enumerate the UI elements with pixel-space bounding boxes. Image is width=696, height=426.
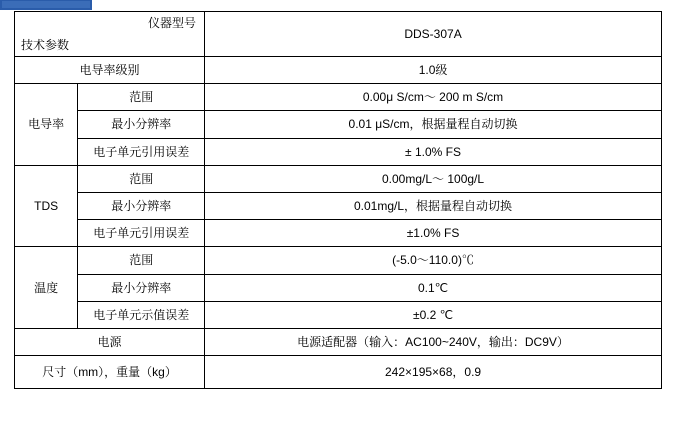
item-name-conductivity-resolution: 最小分辨率 [78, 111, 205, 138]
table-row [15, 138, 662, 165]
item-name-tds-error: 电子单元引用误差 [78, 220, 205, 247]
row-label-dimensions-weight: 尺寸（mm），重量（kg） [15, 356, 205, 389]
item-name-temperature-range: 范围 [78, 247, 205, 274]
table-row [15, 165, 662, 192]
row-value-dimensions-weight: 242×195×68，0.9 [205, 356, 662, 389]
item-name-conductivity-error: 电子单元引用误差 [78, 138, 205, 165]
table-row [15, 220, 662, 247]
specification-table [14, 11, 662, 389]
row-value-conductivity-level: 1.0级 [205, 57, 662, 84]
table-row [15, 247, 662, 274]
top-blue-banner [0, 0, 92, 10]
group-label-tds: TDS [15, 165, 78, 247]
item-value-temperature-resolution: 0.1℃ [205, 274, 662, 301]
table-row [15, 356, 662, 389]
item-value-conductivity-range: 0.00μ S/cm～ 200 m S/cm [205, 84, 662, 111]
param-label: 技术参数 [21, 37, 70, 52]
item-value-conductivity-resolution: 0.01 μS/cm，根据量程自动切换 [205, 111, 662, 138]
group-label-temperature: 温度 [15, 247, 78, 329]
item-value-tds-error: ±1.0% FS [205, 220, 662, 247]
table-row [15, 84, 662, 111]
top-blue-banner-inner [2, 1, 90, 8]
table-row [15, 57, 662, 84]
row-label-conductivity-level: 电导率级别 [15, 57, 205, 84]
item-name-tds-range: 范围 [78, 165, 205, 192]
table-row [15, 192, 662, 219]
group-label-conductivity: 电导率 [15, 84, 78, 166]
model-label: 仪器型号 [148, 16, 197, 30]
table-row [15, 274, 662, 301]
item-name-temperature-error: 电子单元示值误差 [78, 301, 205, 328]
row-label-power: 电源 [15, 328, 205, 355]
item-value-conductivity-error: ± 1.0% FS [205, 138, 662, 165]
item-value-tds-range: 0.00mg/L～ 100g/L [205, 165, 662, 192]
table-header-row [15, 12, 662, 57]
item-value-tds-resolution: 0.01mg/L，根据量程自动切换 [205, 192, 662, 219]
item-value-temperature-error: ±0.2 ℃ [205, 301, 662, 328]
specification-table-container [14, 11, 662, 389]
model-value-cell: DDS-307A [205, 12, 662, 57]
header-label-cell [15, 12, 205, 57]
table-row [15, 301, 662, 328]
item-name-temperature-resolution: 最小分辨率 [78, 274, 205, 301]
item-value-temperature-range: (-5.0～110.0)℃ [205, 247, 662, 274]
table-row [15, 328, 662, 355]
table-row [15, 111, 662, 138]
item-name-tds-resolution: 最小分辨率 [78, 192, 205, 219]
item-name-conductivity-range: 范围 [78, 84, 205, 111]
row-value-power: 电源适配器（输入：AC100~240V，输出：DC9V） [205, 328, 662, 355]
